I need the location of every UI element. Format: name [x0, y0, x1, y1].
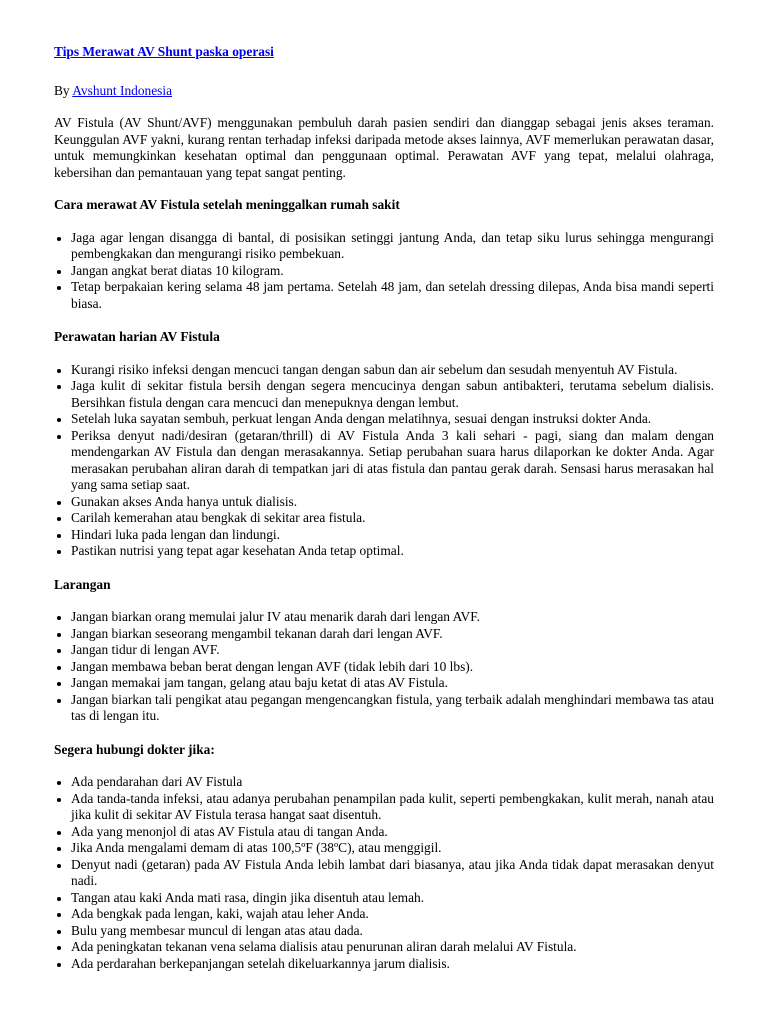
- list-item: • Jaga kulit di sekitar fistula bersih dengan segera mencucinya dengan sabun antibakteri, terutama sebelum dialisis. Bersihkan fistula dengan cara mencuci dan menepuknya dengan lembut.: [71, 378, 714, 411]
- list-item: • Jika Anda mengalami demam di atas 100,5ºF (38ºC), atau menggigil.: [71, 840, 714, 857]
- list-item: • Jangan biarkan orang memulai jalur IV atau menarik darah dari lengan AVF.: [71, 609, 714, 626]
- list-item: • Periksa denyut nadi/desiran (getaran/thrill) di AV Fistula Anda 3 kali sehari - pagi, siang dan malam dengan mendengarkan AV Fistula dan dengan merasakannya. Setiap perubahan suara harus dilaporkan ke dokter Anda. Agar merasakan perubahan aliran darah di tempatkan jari di atas fistula dan pantau gerak darah. Sensasi harus merasakan hal yang sama setiap saat.: [71, 428, 714, 494]
- list-item: • Ada bengkak pada lengan, kaki, wajah atau leher Anda.: [71, 906, 714, 923]
- section-heading: Perawatan harian AV Fistula: [54, 329, 220, 344]
- list-item: • Pastikan nutrisi yang tepat agar kesehatan Anda tetap optimal.: [71, 543, 714, 560]
- list-item: • Hindari luka pada lengan dan lindungi.: [71, 527, 714, 544]
- list-item: • Jangan angkat berat diatas 10 kilogram.: [71, 263, 714, 280]
- list-item: • Jaga agar lengan disangga di bantal, di posisikan setinggi jantung Anda, dan tetap siku lurus sehingga mengurangi pembengkakan dan mengurangi risiko pembekuan.: [71, 230, 714, 263]
- section-aftercare: [54, 197, 714, 312]
- list-item: • Jangan membawa beban berat dengan lengan AVF (tidak lebih dari 10 lbs).: [71, 659, 714, 676]
- list-item: • Jangan biarkan seseorang mengambil tekanan darah dari lengan AVF.: [71, 626, 714, 643]
- list-item: • Ada tanda-tanda infeksi, atau adanya perubahan penampilan pada kulit, seperti pembengkakan, kulit merah, nanah atau jika kulit di sekitar AV Fistula terasa hangat saat disentuh.: [71, 791, 714, 824]
- intro-paragraph: AV Fistula (AV Shunt/AVF) menggunakan pembuluh darah pasien sendiri dan dianggap sebagai jenis akses teraman. Keunggulan AVF yakni, kurang rentan terhadap infeksi daripada metode akses lainnya, AVF memerlukan perawatan dasar, untuk memungkinkan kesehatan optimal dan penggunaan optimal. Perawatan AVF yang tepat, melalui olahraga, kebersihan dan pemantauan yang tepat sangat penting.: [54, 115, 714, 180]
- list-item: • Tangan atau kaki Anda mati rasa, dingin jika disentuh atau lemah.: [71, 890, 714, 907]
- list-item: • Denyut nadi (getaran) pada AV Fistula Anda lebih lambat dari biasanya, atau jika Anda tidak dapat merasakan denyut nadi.: [71, 857, 714, 890]
- list-item: • Jangan biarkan tali pengikat atau pegangan mengencangkan fistula, yang terbaik adalah menghindari membawa tas atau tas di lengan itu.: [71, 692, 714, 725]
- byline: [54, 83, 714, 100]
- list-item: • Tetap berpakaian kering selama 48 jam pertama. Setelah 48 jam, dan setelah dressing dilepas, Anda bisa mandi seperti biasa.: [71, 279, 714, 312]
- list-item: • Ada perdarahan berkepanjangan setelah dikeluarkannya jarum dialisis.: [71, 956, 714, 973]
- list-item: • Jangan tidur di lengan AVF.: [71, 642, 714, 659]
- list-item: • Ada yang menonjol di atas AV Fistula atau di tangan Anda.: [71, 824, 714, 841]
- list-item: • Ada peningkatan tekanan vena selama dialisis atau penurunan aliran darah melalui AV Fistula.: [71, 939, 714, 956]
- list-item: • Jangan memakai jam tangan, gelang atau baju ketat di atas AV Fistula.: [71, 675, 714, 692]
- author-link[interactable]: Avshunt Indonesia: [72, 82, 173, 98]
- bullet-list: [54, 609, 714, 725]
- list-item: • Kurangi risiko infeksi dengan mencuci tangan dengan sabun dan air sebelum dan sesudah menyentuh AV Fistula.: [71, 362, 714, 379]
- list-item: • Setelah luka sayatan sembuh, perkuat lengan Anda dengan melatihnya, sesuai dengan instruksi dokter Anda.: [71, 411, 714, 428]
- bullet-list: [54, 362, 714, 560]
- section-prohibitions: [54, 577, 714, 725]
- list-item: • Carilah kemerahan atau bengkak di sekitar area fistula.: [71, 510, 714, 527]
- section-daily-care: [54, 329, 714, 560]
- list-item: • Ada pendarahan dari AV Fistula: [71, 774, 714, 791]
- bullet-list: [54, 774, 714, 972]
- section-heading: Segera hubungi dokter jika:: [54, 741, 215, 757]
- section-heading: Larangan: [54, 576, 111, 592]
- section-contact-doctor: [54, 742, 714, 973]
- list-item: • Bulu yang membesar muncul di lengan atas atau dada.: [71, 923, 714, 940]
- bullet-list: [54, 230, 714, 313]
- article-title-link[interactable]: Tips Merawat AV Shunt paska operasi: [54, 44, 274, 59]
- list-item: • Gunakan akses Anda hanya untuk dialisis.: [71, 494, 714, 511]
- section-heading: Cara merawat AV Fistula setelah meninggalkan rumah sakit: [54, 197, 400, 212]
- byline-prefix: By: [54, 82, 73, 98]
